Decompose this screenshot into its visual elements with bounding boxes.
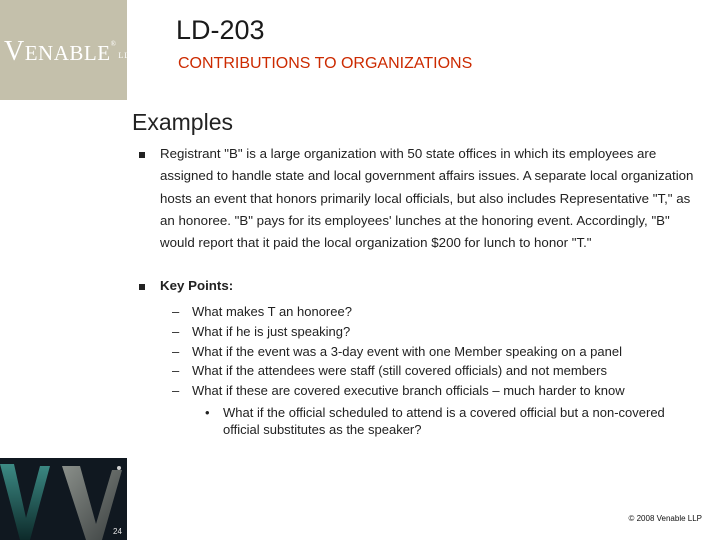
key-points-label: Key Points: xyxy=(160,278,234,293)
dash-bullet-icon: – xyxy=(172,383,180,399)
v-emblem-graphic xyxy=(0,458,127,540)
list-item xyxy=(172,381,625,401)
list-item xyxy=(172,302,625,322)
sub-point xyxy=(205,405,675,438)
slide-subtitle: CONTRIBUTIONS TO ORGANIZATIONS xyxy=(178,55,473,72)
key-point-text: What if the attendees were staff (still covered officials) and not members xyxy=(192,363,607,379)
key-point-text: What if he is just speaking? xyxy=(192,323,351,339)
square-bullet-icon xyxy=(139,152,145,158)
dash-bullet-icon: – xyxy=(172,304,180,319)
key-point-text: What makes T an honoree? xyxy=(192,304,352,319)
dash-bullet-icon: – xyxy=(172,323,180,339)
venable-logo xyxy=(4,36,136,68)
dot-bullet-icon: • xyxy=(205,405,210,420)
logo-registered: ® xyxy=(110,40,117,48)
venable-v-emblem xyxy=(0,458,127,540)
logo-name: ENABLE xyxy=(24,41,111,65)
dash-bullet-icon: – xyxy=(172,343,180,359)
square-bullet-icon xyxy=(139,284,145,290)
key-point-text: What if these are covered executive branch officials – much harder to know xyxy=(192,383,625,399)
key-point-text: What if the event was a 3-day event with one Member speaking on a panel xyxy=(192,343,622,359)
copyright-notice: © 2008 Venable LLP xyxy=(628,514,702,523)
sub-point-text: What if the official scheduled to attend is a covered official but a non-covered official substitutes as the speaker? xyxy=(223,405,665,437)
page-number: 24 xyxy=(113,527,122,536)
list-item xyxy=(172,361,625,381)
logo-initial: V xyxy=(4,36,25,67)
logo-llp: LLP xyxy=(118,51,136,60)
key-points-list xyxy=(172,302,625,401)
list-item xyxy=(172,322,625,342)
list-item xyxy=(172,342,625,362)
dash-bullet-icon: – xyxy=(172,363,180,379)
registered-dot-icon xyxy=(117,466,121,470)
section-heading: Examples xyxy=(132,109,233,135)
example-paragraph: Registrant "B" is a large organization with 50 state offices in which its employees are assigned to handle state and local government affairs issues. A separate local organization hosts an event that honors primarily local officials, but also includes Representative "T," as an honoree. "B" pays for its employees' lunches at the honoring event. Accordingly, "B" would report that it paid the local organization $200 for lunch to honor "T." xyxy=(160,146,694,251)
slide-title: LD-203 xyxy=(176,15,265,45)
